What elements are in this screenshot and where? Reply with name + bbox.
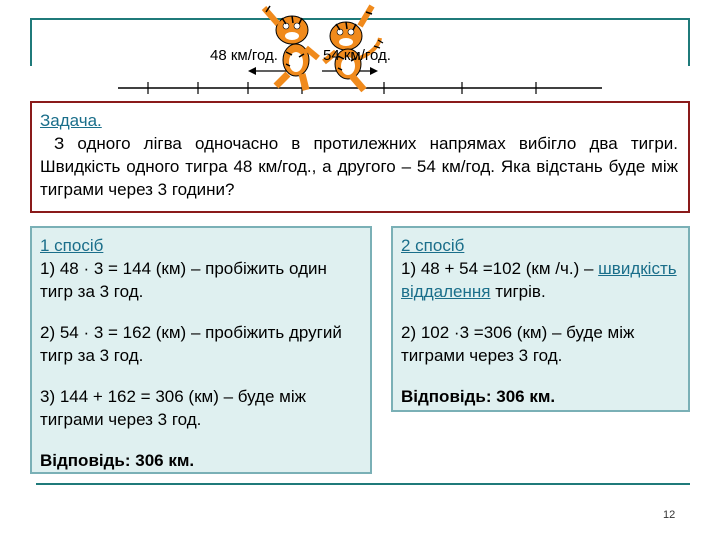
method-1-step-1: 1) 48 · 3 = 144 (км) – пробіжить один тигр за 3 год. <box>40 259 327 301</box>
term-separation-link[interactable]: віддалення <box>401 282 491 301</box>
method-1-box <box>30 226 372 474</box>
frame-bottom-line <box>36 483 690 485</box>
method-1-title: 1 спосіб <box>40 236 104 255</box>
speed-left-label: 48 км/год. <box>210 47 278 64</box>
task-text: З одного лігва одночасно в протилежних напрямах вибігло два тигри. Швидкість одного тигра 48 км/год., а другого – 54 км/год. Яка відстань буде між тиграми через 3 години? <box>40 134 678 199</box>
term-speed-link[interactable]: швидкість <box>598 259 677 278</box>
method-1-answer: Відповідь: 306 км. <box>40 451 195 470</box>
method-2-box <box>391 226 690 412</box>
method-1-step-2: 2) 54 · 3 = 162 (км) – пробіжить другий тигр за 3 год. <box>40 323 342 365</box>
speed-right-label: 54 км/год. <box>323 47 391 64</box>
method-2-step-1 <box>401 257 680 303</box>
method-2-step-2: 2) 102 ·3 =306 (км) – буде між тиграми через 3 год. <box>401 323 635 365</box>
task-box <box>30 101 690 213</box>
method-2-step-1-end: тигрів. <box>495 282 546 301</box>
page-number: 12 <box>663 509 676 521</box>
method-2-title: 2 спосіб <box>401 236 465 255</box>
method-2-answer: Відповідь: 306 км. <box>401 387 556 406</box>
task-title: Задача. <box>40 111 102 130</box>
method-2-step-1-text: 1) 48 + 54 =102 (км /ч.) – <box>401 259 594 278</box>
method-1-step-3: 3) 144 + 162 = 306 (км) – буде між тиграми через 3 год. <box>40 387 306 429</box>
